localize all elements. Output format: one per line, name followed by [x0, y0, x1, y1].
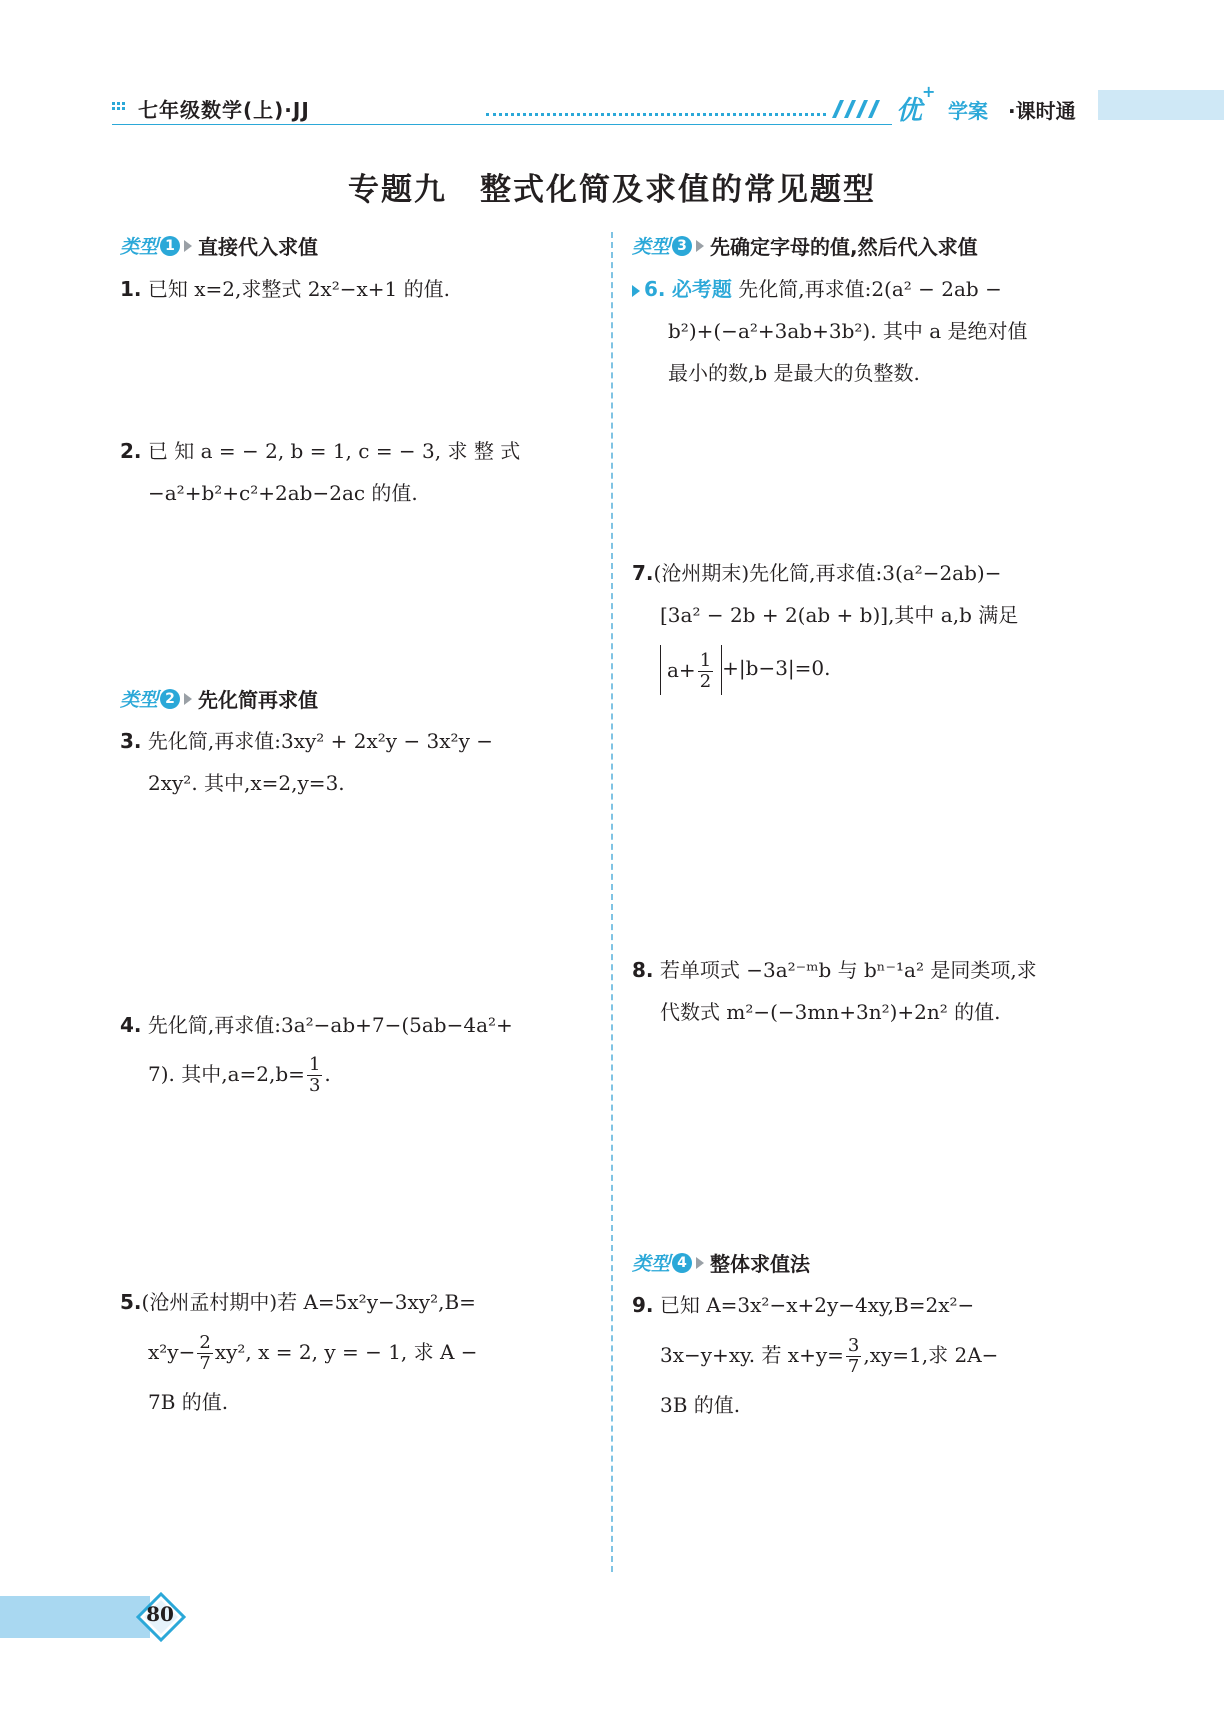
header-rule: [112, 124, 892, 125]
problem-6: 6. 必考题 先化简,再求值:2(a² − 2ab − b²)+(−a²+3ab+3b²). 其中 a 是绝对值 最小的数,b 是最大的负整数.: [632, 268, 1112, 394]
problem-1: 1. 已知 x=2,求整式 2x²−x+1 的值.: [120, 277, 450, 301]
type-heading-1: 类型 1 直接代入求值: [120, 235, 319, 259]
problem-9: 9. 已知 A=3x²−x+2y−4xy,B=2x²− 3x−y+xy. 若 x+y= $\frac{3}{7}$ ,xy=1,求 2A− 3B 的值.: [632, 1293, 999, 1417]
header-band: [1098, 90, 1224, 120]
problem-3: 3. 先化简,再求值:3xy² + 2x²y − 3x²y − 2xy². 其中,x=2,y=3.: [120, 729, 493, 795]
book-title: 七年级数学(上)·JJ: [138, 98, 310, 122]
problem-5: 5.(沧州孟村期中)若 A=5x²y−3xy²,B= x²y− $\frac{2}{7}$ xy², x = 2, y = − 1, 求 A − 7B 的值.: [120, 1290, 478, 1414]
brand-sub: 学案: [948, 99, 988, 123]
page-number: 80: [146, 1602, 174, 1626]
brand-logo: 优+: [896, 82, 936, 126]
type-heading-4: 类型 4 整体求值法: [632, 1252, 811, 1276]
brand-tail: ·课时通: [1008, 99, 1076, 123]
problem-4: 4. 先化简,再求值:3a²−ab+7−(5ab−4a²+ 7). 其中,a=2,b= $\frac{1}{3}$ .: [120, 1013, 513, 1096]
header-dotted-line: [486, 113, 826, 116]
type-heading-3: 类型 3 先确定字母的值,然后代入求值: [632, 235, 978, 259]
problem-2: 2. 已 知 a = − 2, b = 1, c = − 3, 求 整 式 −a²+b²+c²+2ab−2ac 的值.: [120, 439, 521, 505]
footer-band: [0, 1596, 150, 1638]
problem-7: 7.(沧州期末)先化简,再求值:3(a²−2ab)− [3a² − 2b + 2(ab + b)],其中 a,b 满足 a+ $\frac{1}{2}$ +|b−3|=0.: [632, 552, 1112, 700]
type-heading-2: 类型 2 先化简再求值: [120, 688, 319, 712]
slash-decoration-icon: [826, 100, 882, 118]
problem-8: 8. 若单项式 −3a²⁻ᵐb 与 bⁿ⁻¹a² 是同类项,求 代数式 m²−(−3mn+3n²)+2n² 的值.: [632, 958, 1037, 1024]
header-dots-icon: [112, 102, 128, 112]
marker-arrow-icon: [632, 285, 640, 297]
page-title: 专题九 整式化简及求值的常见题型: [348, 172, 876, 208]
column-divider: [611, 232, 613, 1572]
